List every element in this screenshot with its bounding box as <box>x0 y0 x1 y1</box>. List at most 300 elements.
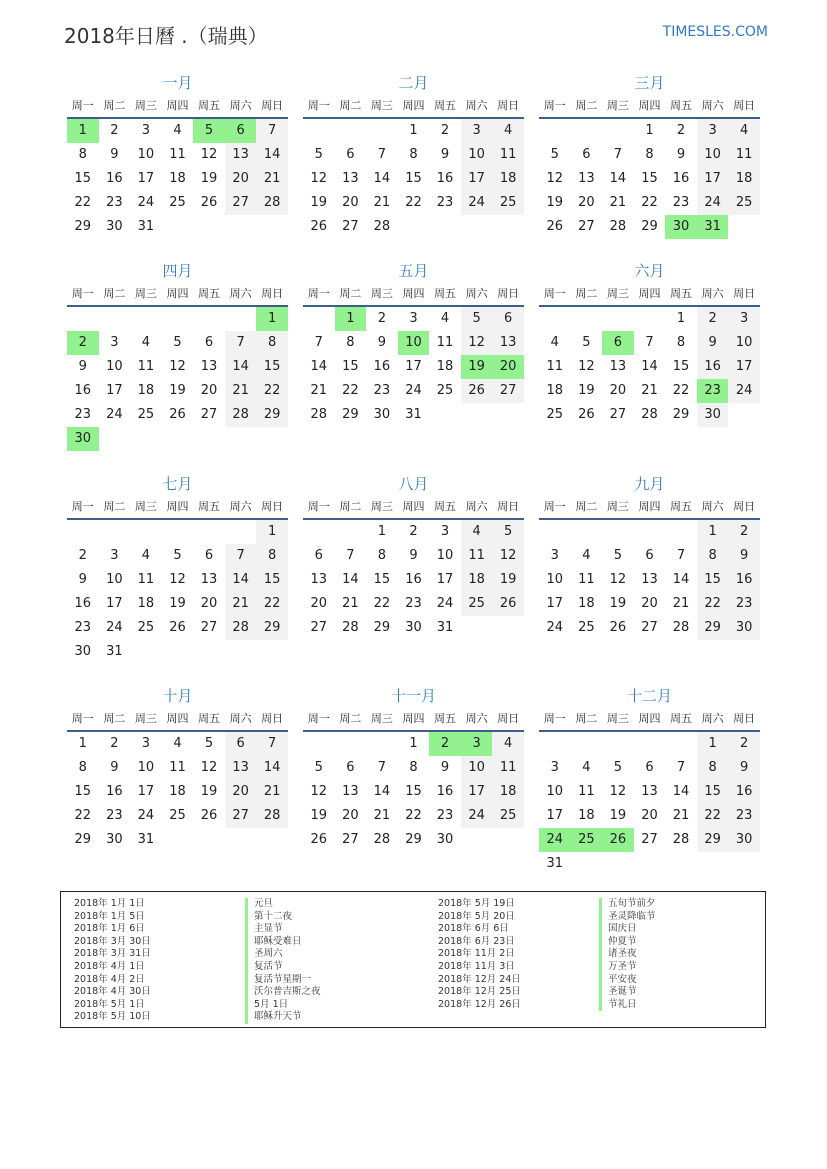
day-cell[interactable]: 27 <box>225 804 257 828</box>
day-cell[interactable]: 1 <box>645 123 654 138</box>
day-cell[interactable]: 14 <box>672 784 690 799</box>
day-cell[interactable]: 21 <box>672 596 690 611</box>
day-cell[interactable]: 3 <box>141 736 151 751</box>
day-cell[interactable]: 19 <box>609 596 627 611</box>
day-cell[interactable]: 7 <box>676 548 686 563</box>
day-cell[interactable]: 28 <box>373 832 391 847</box>
day-cell[interactable]: 7 <box>377 147 387 162</box>
day-cell[interactable]: 14 <box>225 355 257 379</box>
day-cell[interactable]: 12 <box>169 359 186 374</box>
day-cell[interactable]: 29 <box>697 828 729 852</box>
day-cell[interactable]: 16 <box>74 383 92 398</box>
day-cell[interactable]: 10 <box>106 572 123 587</box>
day-cell[interactable]: 7 <box>314 335 323 350</box>
day-cell[interactable]: 17 <box>728 355 760 379</box>
day-cell[interactable]: 26 <box>602 828 634 852</box>
day-cell[interactable]: 24 <box>461 191 493 215</box>
day-cell[interactable]: 23 <box>728 592 760 616</box>
day-cell[interactable]: 24 <box>106 620 123 635</box>
day-cell[interactable]: 13 <box>310 572 328 587</box>
day-cell[interactable]: 22 <box>697 592 729 616</box>
day-cell[interactable]: 29 <box>74 832 92 847</box>
day-cell[interactable]: 26 <box>461 379 493 403</box>
day-cell[interactable]: 16 <box>373 359 391 374</box>
day-cell[interactable]: 22 <box>256 379 288 403</box>
day-cell[interactable]: 20 <box>342 195 359 210</box>
day-cell[interactable]: 11 <box>137 359 155 374</box>
day-cell[interactable]: 30 <box>373 407 391 422</box>
day-cell[interactable]: 4 <box>440 311 450 326</box>
day-cell[interactable]: 6 <box>204 335 214 350</box>
day-cell[interactable]: 26 <box>546 219 564 234</box>
day-cell[interactable]: 10 <box>546 784 564 799</box>
day-cell[interactable]: 13 <box>342 171 359 186</box>
day-cell[interactable]: 22 <box>74 808 92 823</box>
day-cell[interactable]: 15 <box>74 784 92 799</box>
day-cell[interactable]: 22 <box>641 195 658 210</box>
day-cell[interactable]: 10 <box>436 548 454 563</box>
day-cell[interactable]: 5 <box>582 335 591 350</box>
day-cell[interactable]: 10 <box>106 359 123 374</box>
day-cell[interactable]: 27 <box>609 407 627 422</box>
day-cell[interactable]: 24 <box>539 828 571 852</box>
day-cell[interactable]: 5 <box>613 548 623 563</box>
day-cell[interactable]: 4 <box>461 520 493 544</box>
day-cell[interactable]: 23 <box>74 620 92 635</box>
day-cell[interactable]: 19 <box>200 171 218 186</box>
day-cell[interactable]: 4 <box>492 732 524 756</box>
day-cell[interactable]: 28 <box>373 219 391 234</box>
site-logo[interactable]: TIMESLES.COM <box>662 24 768 40</box>
day-cell[interactable]: 7 <box>346 548 355 563</box>
day-cell[interactable]: 23 <box>373 383 391 398</box>
day-cell[interactable]: 15 <box>672 359 690 374</box>
day-cell[interactable]: 27 <box>641 832 658 847</box>
day-cell[interactable]: 30 <box>405 620 422 635</box>
day-cell[interactable]: 30 <box>106 832 123 847</box>
day-cell[interactable]: 10 <box>728 331 760 355</box>
day-cell[interactable]: 5 <box>204 736 214 751</box>
day-cell[interactable]: 20 <box>641 596 658 611</box>
day-cell[interactable]: 1 <box>409 736 418 751</box>
day-cell[interactable]: 30 <box>74 644 92 659</box>
day-cell[interactable]: 29 <box>405 832 422 847</box>
day-cell[interactable]: 25 <box>461 592 493 616</box>
day-cell[interactable]: 10 <box>546 572 564 587</box>
day-cell[interactable]: 28 <box>310 407 328 422</box>
day-cell[interactable]: 14 <box>256 143 288 167</box>
day-cell[interactable]: 20 <box>225 167 257 191</box>
day-cell[interactable]: 29 <box>641 219 658 234</box>
day-cell[interactable]: 6 <box>645 548 654 563</box>
day-cell[interactable]: 21 <box>373 195 391 210</box>
day-cell[interactable]: 30 <box>67 427 99 451</box>
day-cell[interactable]: 1 <box>697 520 729 544</box>
day-cell[interactable]: 16 <box>728 568 760 592</box>
day-cell[interactable]: 6 <box>492 307 524 331</box>
day-cell[interactable]: 20 <box>225 780 257 804</box>
day-cell[interactable]: 2 <box>728 520 760 544</box>
day-cell[interactable]: 23 <box>436 808 454 823</box>
day-cell[interactable]: 25 <box>137 407 155 422</box>
day-cell[interactable]: 18 <box>546 383 564 398</box>
day-cell[interactable]: 31 <box>697 215 729 239</box>
day-cell[interactable]: 3 <box>461 732 493 756</box>
day-cell[interactable]: 14 <box>373 784 391 799</box>
day-cell[interactable]: 15 <box>342 359 359 374</box>
day-cell[interactable]: 6 <box>225 119 257 143</box>
day-cell[interactable]: 16 <box>697 355 729 379</box>
day-cell[interactable]: 15 <box>256 568 288 592</box>
day-cell[interactable]: 2 <box>110 123 119 138</box>
day-cell[interactable]: 23 <box>405 596 422 611</box>
day-cell[interactable]: 11 <box>492 756 524 780</box>
day-cell[interactable]: 17 <box>106 596 123 611</box>
day-cell[interactable]: 19 <box>169 596 186 611</box>
day-cell[interactable]: 19 <box>169 383 186 398</box>
day-cell[interactable]: 11 <box>436 335 454 350</box>
day-cell[interactable]: 1 <box>409 123 418 138</box>
day-cell[interactable]: 31 <box>436 620 454 635</box>
day-cell[interactable]: 26 <box>310 219 328 234</box>
day-cell[interactable]: 27 <box>578 219 595 234</box>
day-cell[interactable]: 2 <box>676 123 686 138</box>
day-cell[interactable]: 8 <box>256 544 288 568</box>
day-cell[interactable]: 18 <box>137 596 155 611</box>
day-cell[interactable]: 21 <box>256 780 288 804</box>
day-cell[interactable]: 18 <box>578 596 595 611</box>
day-cell[interactable]: 16 <box>74 596 92 611</box>
day-cell[interactable]: 2 <box>78 548 87 563</box>
day-cell[interactable]: 24 <box>461 804 493 828</box>
day-cell[interactable]: 24 <box>546 620 564 635</box>
day-cell[interactable]: 14 <box>672 572 690 587</box>
day-cell[interactable]: 15 <box>697 780 729 804</box>
day-cell[interactable]: 3 <box>728 307 760 331</box>
day-cell[interactable]: 2 <box>409 524 418 539</box>
day-cell[interactable]: 1 <box>67 119 99 143</box>
day-cell[interactable]: 14 <box>609 171 627 186</box>
day-cell[interactable]: 4 <box>141 335 151 350</box>
day-cell[interactable]: 29 <box>697 616 729 640</box>
day-cell[interactable]: 25 <box>169 195 186 210</box>
day-cell[interactable]: 26 <box>310 832 328 847</box>
day-cell[interactable]: 30 <box>436 832 454 847</box>
day-cell[interactable]: 1 <box>256 520 288 544</box>
day-cell[interactable]: 14 <box>225 568 257 592</box>
day-cell[interactable]: 17 <box>137 784 155 799</box>
day-cell[interactable]: 8 <box>256 331 288 355</box>
day-cell[interactable]: 5 <box>550 147 559 162</box>
day-cell[interactable]: 9 <box>440 760 450 775</box>
day-cell[interactable]: 28 <box>342 620 359 635</box>
day-cell[interactable]: 28 <box>225 403 257 427</box>
day-cell[interactable]: 21 <box>256 167 288 191</box>
day-cell[interactable]: 16 <box>728 780 760 804</box>
day-cell[interactable]: 25 <box>571 828 603 852</box>
day-cell[interactable]: 15 <box>405 784 422 799</box>
day-cell[interactable]: 13 <box>578 171 595 186</box>
day-cell[interactable]: 18 <box>436 359 454 374</box>
day-cell[interactable]: 20 <box>492 355 524 379</box>
day-cell[interactable]: 28 <box>256 804 288 828</box>
day-cell[interactable]: 24 <box>106 407 123 422</box>
day-cell[interactable]: 27 <box>641 620 658 635</box>
day-cell[interactable]: 6 <box>346 760 355 775</box>
day-cell[interactable]: 25 <box>578 620 595 635</box>
day-cell[interactable]: 11 <box>169 760 186 775</box>
day-cell[interactable]: 21 <box>225 592 257 616</box>
day-cell[interactable]: 12 <box>492 544 524 568</box>
day-cell[interactable]: 23 <box>697 379 729 403</box>
day-cell[interactable]: 6 <box>225 732 257 756</box>
day-cell[interactable]: 17 <box>137 171 155 186</box>
day-cell[interactable]: 3 <box>550 760 559 775</box>
day-cell[interactable]: 7 <box>676 760 686 775</box>
day-cell[interactable]: 22 <box>256 592 288 616</box>
day-cell[interactable]: 5 <box>193 119 225 143</box>
day-cell[interactable]: 29 <box>342 407 359 422</box>
day-cell[interactable]: 16 <box>106 171 123 186</box>
day-cell[interactable]: 31 <box>546 856 564 871</box>
day-cell[interactable]: 23 <box>74 407 92 422</box>
day-cell[interactable]: 22 <box>697 804 729 828</box>
day-cell[interactable]: 11 <box>546 359 564 374</box>
day-cell[interactable]: 10 <box>461 143 493 167</box>
day-cell[interactable]: 16 <box>436 784 454 799</box>
day-cell[interactable]: 14 <box>641 359 658 374</box>
day-cell[interactable]: 5 <box>314 760 323 775</box>
day-cell[interactable]: 28 <box>672 832 690 847</box>
day-cell[interactable]: 28 <box>672 620 690 635</box>
day-cell[interactable]: 14 <box>373 171 391 186</box>
day-cell[interactable]: 11 <box>578 572 595 587</box>
day-cell[interactable]: 7 <box>225 544 257 568</box>
day-cell[interactable]: 17 <box>697 167 729 191</box>
day-cell[interactable]: 17 <box>546 596 564 611</box>
day-cell[interactable]: 31 <box>137 832 155 847</box>
day-cell[interactable]: 20 <box>609 383 627 398</box>
day-cell[interactable]: 31 <box>405 407 422 422</box>
day-cell[interactable]: 3 <box>409 311 418 326</box>
day-cell[interactable]: 10 <box>461 756 493 780</box>
day-cell[interactable]: 26 <box>200 808 218 823</box>
day-cell[interactable]: 13 <box>225 143 257 167</box>
day-cell[interactable]: 27 <box>310 620 328 635</box>
day-cell[interactable]: 22 <box>342 383 359 398</box>
day-cell[interactable]: 16 <box>405 572 422 587</box>
day-cell[interactable]: 28 <box>256 191 288 215</box>
day-cell[interactable]: 25 <box>436 383 454 398</box>
day-cell[interactable]: 1 <box>335 307 367 331</box>
day-cell[interactable]: 7 <box>256 732 288 756</box>
day-cell[interactable]: 8 <box>676 335 686 350</box>
day-cell[interactable]: 4 <box>173 123 182 138</box>
day-cell[interactable]: 18 <box>492 780 524 804</box>
day-cell[interactable]: 29 <box>256 403 288 427</box>
day-cell[interactable]: 12 <box>461 331 493 355</box>
day-cell[interactable]: 3 <box>697 119 729 143</box>
day-cell[interactable]: 10 <box>398 331 430 355</box>
day-cell[interactable]: 13 <box>641 572 658 587</box>
day-cell[interactable]: 17 <box>546 808 564 823</box>
day-cell[interactable]: 19 <box>461 355 493 379</box>
day-cell[interactable]: 31 <box>106 644 123 659</box>
day-cell[interactable]: 4 <box>582 760 591 775</box>
day-cell[interactable]: 6 <box>582 147 591 162</box>
day-cell[interactable]: 24 <box>697 191 729 215</box>
day-cell[interactable]: 27 <box>200 620 218 635</box>
day-cell[interactable]: 26 <box>169 407 186 422</box>
day-cell[interactable]: 3 <box>110 548 119 563</box>
day-cell[interactable]: 3 <box>461 119 493 143</box>
day-cell[interactable]: 23 <box>106 195 123 210</box>
day-cell[interactable]: 4 <box>173 736 182 751</box>
day-cell[interactable]: 26 <box>169 620 186 635</box>
day-cell[interactable]: 1 <box>256 307 288 331</box>
day-cell[interactable]: 13 <box>609 359 627 374</box>
day-cell[interactable]: 21 <box>609 195 627 210</box>
day-cell[interactable]: 26 <box>200 195 218 210</box>
day-cell[interactable]: 3 <box>141 123 151 138</box>
day-cell[interactable]: 19 <box>609 808 627 823</box>
day-cell[interactable]: 3 <box>110 335 119 350</box>
day-cell[interactable]: 20 <box>342 808 359 823</box>
day-cell[interactable]: 23 <box>728 804 760 828</box>
day-cell[interactable]: 21 <box>342 596 359 611</box>
day-cell[interactable]: 21 <box>225 379 257 403</box>
day-cell[interactable]: 4 <box>492 119 524 143</box>
day-cell[interactable]: 13 <box>492 331 524 355</box>
day-cell[interactable]: 9 <box>110 147 119 162</box>
day-cell[interactable]: 29 <box>256 616 288 640</box>
day-cell[interactable]: 9 <box>78 359 87 374</box>
day-cell[interactable]: 9 <box>697 331 729 355</box>
day-cell[interactable]: 18 <box>169 171 186 186</box>
day-cell[interactable]: 14 <box>310 359 328 374</box>
day-cell[interactable]: 12 <box>578 359 595 374</box>
day-cell[interactable]: 17 <box>405 359 422 374</box>
day-cell[interactable]: 28 <box>609 219 627 234</box>
day-cell[interactable]: 17 <box>106 383 123 398</box>
day-cell[interactable]: 23 <box>436 195 454 210</box>
day-cell[interactable]: 25 <box>169 808 186 823</box>
day-cell[interactable]: 24 <box>405 383 422 398</box>
day-cell[interactable]: 28 <box>225 616 257 640</box>
day-cell[interactable]: 30 <box>728 828 760 852</box>
day-cell[interactable]: 22 <box>672 383 690 398</box>
day-cell[interactable]: 22 <box>373 596 391 611</box>
day-cell[interactable]: 21 <box>672 808 690 823</box>
day-cell[interactable]: 11 <box>461 544 493 568</box>
day-cell[interactable]: 25 <box>546 407 564 422</box>
day-cell[interactable]: 19 <box>492 568 524 592</box>
day-cell[interactable]: 24 <box>137 195 155 210</box>
day-cell[interactable]: 14 <box>342 572 359 587</box>
day-cell[interactable]: 16 <box>672 171 690 186</box>
day-cell[interactable]: 6 <box>645 760 654 775</box>
day-cell[interactable]: 1 <box>676 311 686 326</box>
day-cell[interactable]: 13 <box>200 359 218 374</box>
day-cell[interactable]: 11 <box>578 784 595 799</box>
day-cell[interactable]: 7 <box>377 760 387 775</box>
day-cell[interactable]: 4 <box>141 548 151 563</box>
day-cell[interactable]: 12 <box>609 572 627 587</box>
day-cell[interactable]: 4 <box>550 335 559 350</box>
day-cell[interactable]: 25 <box>137 620 155 635</box>
day-cell[interactable]: 21 <box>310 383 328 398</box>
day-cell[interactable]: 2 <box>697 307 729 331</box>
day-cell[interactable]: 27 <box>200 407 218 422</box>
day-cell[interactable]: 13 <box>641 784 658 799</box>
day-cell[interactable]: 25 <box>492 191 524 215</box>
day-cell[interactable]: 30 <box>697 403 729 427</box>
day-cell[interactable]: 9 <box>78 572 87 587</box>
day-cell[interactable]: 21 <box>641 383 658 398</box>
day-cell[interactable]: 30 <box>106 219 123 234</box>
day-cell[interactable]: 10 <box>697 143 729 167</box>
day-cell[interactable]: 15 <box>641 171 658 186</box>
day-cell[interactable]: 5 <box>461 307 493 331</box>
day-cell[interactable]: 20 <box>200 596 218 611</box>
day-cell[interactable]: 5 <box>613 760 623 775</box>
day-cell[interactable]: 24 <box>137 808 155 823</box>
day-cell[interactable]: 13 <box>342 784 359 799</box>
day-cell[interactable]: 19 <box>200 784 218 799</box>
day-cell[interactable]: 11 <box>728 143 760 167</box>
day-cell[interactable]: 8 <box>78 760 87 775</box>
day-cell[interactable]: 12 <box>169 572 186 587</box>
day-cell[interactable]: 15 <box>373 572 391 587</box>
day-cell[interactable]: 19 <box>578 383 595 398</box>
day-cell[interactable]: 1 <box>78 736 87 751</box>
day-cell[interactable]: 2 <box>377 311 387 326</box>
day-cell[interactable]: 22 <box>405 808 422 823</box>
day-cell[interactable]: 26 <box>609 620 627 635</box>
day-cell[interactable]: 7 <box>225 331 257 355</box>
day-cell[interactable]: 29 <box>373 620 391 635</box>
day-cell[interactable]: 2 <box>440 123 450 138</box>
day-cell[interactable]: 8 <box>645 147 654 162</box>
day-cell[interactable]: 5 <box>492 520 524 544</box>
day-cell[interactable]: 18 <box>169 784 186 799</box>
day-cell[interactable]: 6 <box>314 548 323 563</box>
day-cell[interactable]: 12 <box>609 784 627 799</box>
day-cell[interactable]: 24 <box>436 596 454 611</box>
day-cell[interactable]: 17 <box>436 572 454 587</box>
day-cell[interactable]: 22 <box>405 195 422 210</box>
day-cell[interactable]: 31 <box>137 219 155 234</box>
day-cell[interactable]: 15 <box>405 171 422 186</box>
day-cell[interactable]: 13 <box>200 572 218 587</box>
day-cell[interactable]: 8 <box>697 756 729 780</box>
day-cell[interactable]: 26 <box>492 592 524 616</box>
day-cell[interactable]: 27 <box>492 379 524 403</box>
day-cell[interactable]: 7 <box>645 335 654 350</box>
day-cell[interactable]: 27 <box>225 191 257 215</box>
day-cell[interactable]: 4 <box>582 548 591 563</box>
day-cell[interactable]: 8 <box>409 147 418 162</box>
day-cell[interactable]: 23 <box>106 808 123 823</box>
day-cell[interactable]: 3 <box>550 548 559 563</box>
day-cell[interactable]: 2 <box>67 331 99 355</box>
day-cell[interactable]: 18 <box>578 808 595 823</box>
day-cell[interactable]: 18 <box>728 167 760 191</box>
day-cell[interactable]: 26 <box>578 407 595 422</box>
day-cell[interactable]: 9 <box>377 335 387 350</box>
day-cell[interactable]: 5 <box>314 147 323 162</box>
day-cell[interactable]: 20 <box>310 596 328 611</box>
